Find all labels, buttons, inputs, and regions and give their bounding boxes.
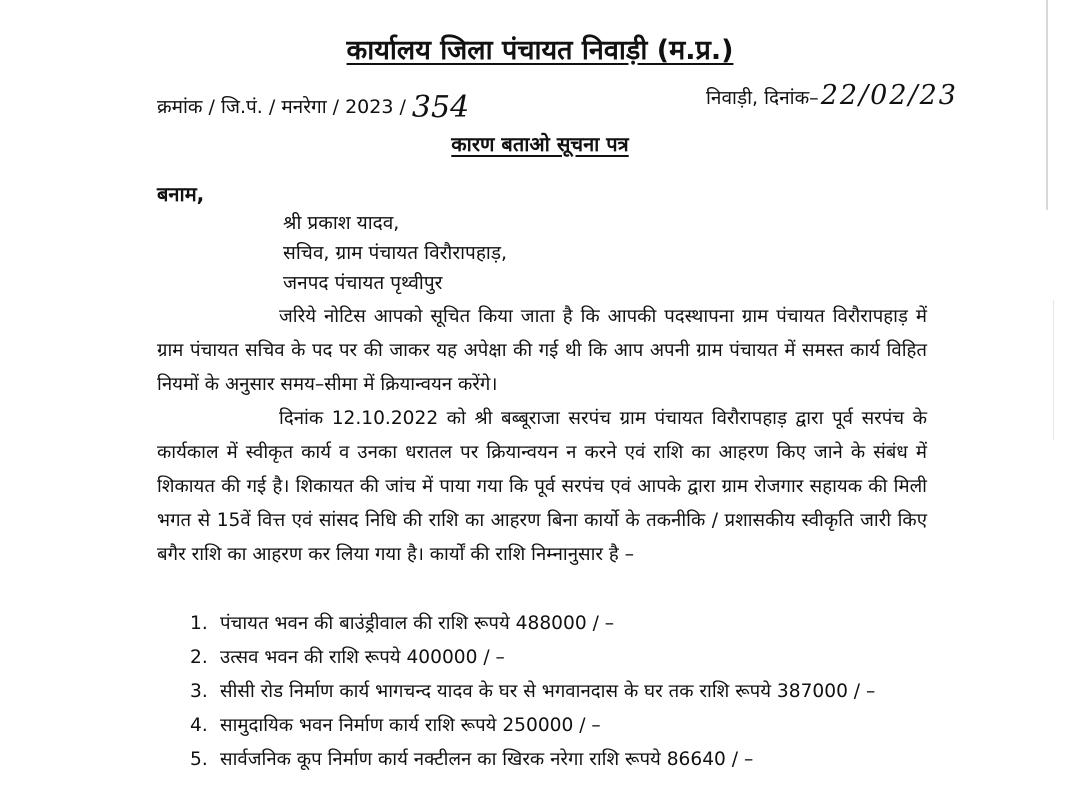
reference-line [157, 86, 470, 125]
list-item-number: 3. [190, 681, 208, 702]
reference-prefix: क्रमांक / जि.पं. / मनरेगा / 2023 / [157, 96, 406, 118]
list-item-number: 4. [190, 715, 208, 736]
works-list [190, 607, 928, 777]
place-date-line [706, 80, 958, 111]
list-item-text: सीसी रोड निर्माण कार्य भागचन्द यादव के घर से भगवानदास के घर तक राशि रूपये 387000 / – [220, 681, 876, 702]
list-item [190, 641, 928, 675]
addressee-line: श्री प्रकाश यादव, [283, 212, 400, 234]
list-item-text: सार्वजनिक कूप निर्माण कार्य नक्टीलन का खिरक नरेगा राशि रूपये 86640 / – [220, 749, 754, 770]
addressee-line: जनपद पंचायत पृथ्वीपुर [283, 272, 443, 294]
list-item [190, 743, 928, 777]
scan-edge-mark [1053, 300, 1054, 440]
list-item [190, 607, 928, 641]
list-item-text: उत्सव भवन की राशि रूपये 400000 / – [220, 647, 505, 668]
addressee-line: सचिव, ग्राम पंचायत विरौरापहाड़, [283, 242, 508, 264]
list-item [190, 675, 928, 709]
office-title: कार्यालय जिला पंचायत निवाड़ी (म.प्र.) [346, 35, 734, 66]
list-item-number: 5. [190, 749, 208, 770]
body-paragraph-1: जरिये नोटिस आपको सूचित किया जाता है कि आपकी पदस्थापना ग्राम पंचायत विरौरापहाड़ में ग्राम पंचायत सचिव के पद पर की जाकर यह अपेक्षा की गई थी कि आप अपनी ग्राम पंचायत में समस्त कार्य विहित नियमों के अनुसार समय–सीमा में क्रियान्वयन करेंगे। [157, 306, 927, 395]
reference-number: 354 [411, 90, 470, 125]
notice-subject: कारण बताओ सूचना पत्र [451, 132, 629, 156]
list-item [190, 709, 928, 743]
handwritten-date: 22/02/23 [820, 80, 958, 111]
place-date-label: निवाड़ी, दिनांक– [706, 87, 819, 109]
list-item-text: पंचायत भवन की बाउंड्रीवाल की राशि रूपये 488000 / – [220, 613, 615, 634]
list-item-number: 2. [190, 647, 208, 668]
list-item-number: 1. [190, 613, 208, 634]
body-paragraph-2: दिनांक 12.10.2022 को श्री बब्बूराजा सरपंच ग्राम पंचायत विरौरापहाड़ द्वारा पूर्व सरपंच के कार्यकाल में स्वीकृत कार्य व उनका धरातल पर क्रियान्वयन न करने एवं राशि का आहरण किए जाने के संबंध में शिकायत की गई है। शिकायत की जांच में पाया गया कि पूर्व सरपंच एवं आपके द्वारा ग्राम रोजगार सहायक की मिली भगत से 15वें वित्त एवं सांसद निधि की राशि का आहरण बिना कार्यो के तकनीकि / प्रशासकीय स्वीकृति जारी किए बगैर राशि का आहरण कर लिया गया है। कार्यों की राशि निम्नानुसार है – [157, 408, 927, 565]
addressee-label: बनाम, [157, 182, 205, 206]
list-item-text: सामुदायिक भवन निर्माण कार्य राशि रूपये 250000 / – [220, 715, 601, 736]
